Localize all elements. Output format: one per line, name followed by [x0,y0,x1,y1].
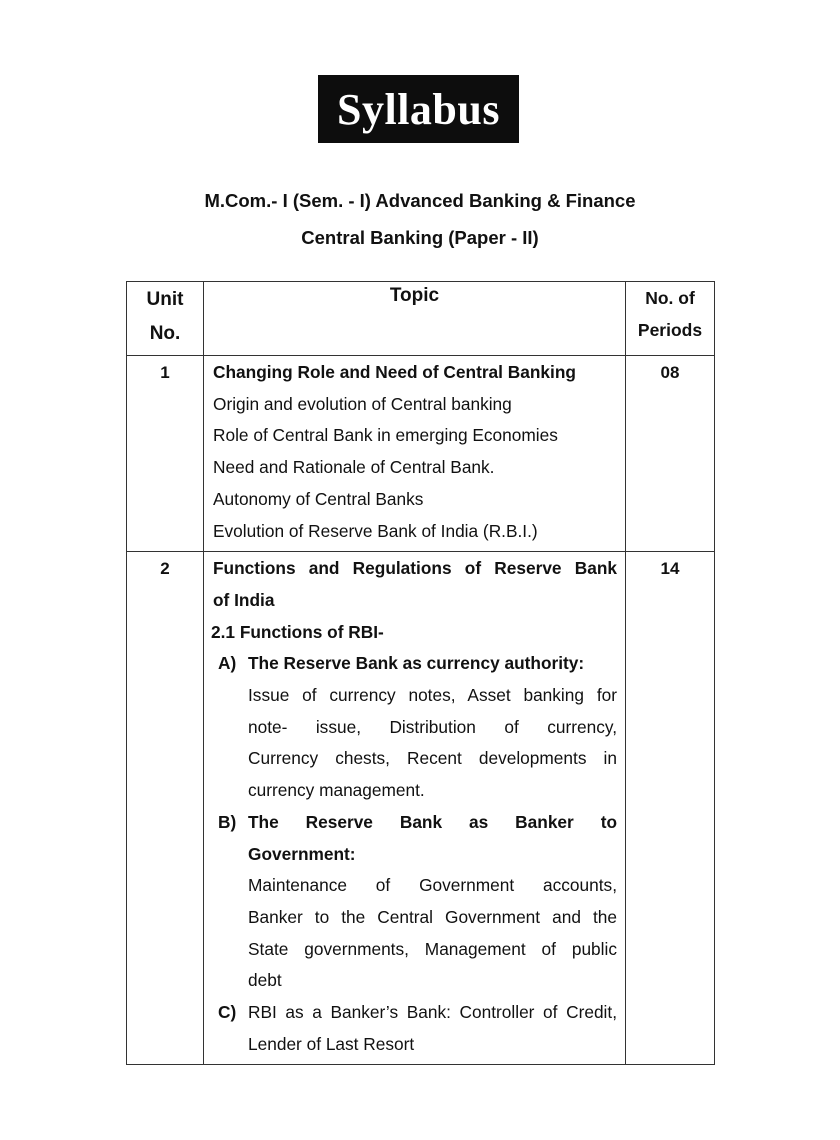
column-header-topic [204,282,626,356]
syllabus-table [126,281,715,1065]
subsection-text: Lender of Last Resort [248,1033,415,1054]
topic-point: Origin and evolution of Central banking [213,393,512,414]
header-topic-label: Topic [389,285,440,306]
header-periods-line2: Periods [637,320,703,340]
periods-count: 08 [626,356,715,552]
table-header-row [127,282,715,356]
item-marker: A) [218,653,237,674]
topic-point: Autonomy of Central Banks [213,488,424,509]
subsection-text: note- issue, Distribution of currency, [248,716,617,737]
subsection-text: Issue of currency notes, Asset banking for [248,685,617,706]
paper-title: Central Banking (Paper - II) [301,227,539,248]
subsection-text: RBI as a Banker’s Bank: Controller of Credit, [248,1002,617,1023]
unit-topic [204,552,626,1065]
subsection-text: Maintenance of Government accounts, [248,875,617,896]
unit-number: 2 [127,552,204,1065]
item-marker: B) [218,811,237,832]
topic-point: Role of Central Bank in emerging Economies [213,425,558,446]
header-periods-line1: No. of [645,288,695,308]
header-unit-line1: Unit [146,289,184,310]
periods-count: 14 [626,552,715,1065]
item-marker: C) [218,1002,237,1023]
unit-heading-line1: Functions and Regulations of Reserve Bank [213,558,617,579]
subsection-text: Banker to the Central Government and the [248,906,617,927]
column-header-periods [626,282,715,356]
column-header-unit [127,282,204,356]
subsection-text: Currency chests, Recent developments in [248,748,617,769]
table-row [127,356,715,552]
unit-topic [204,356,626,552]
unit-heading-line2: of India [213,589,275,610]
course-title: M.Com.- I (Sem. - I) Advanced Banking & Finance [204,190,636,211]
subsection-title-line2: Government: [248,843,356,864]
subsection-text: State governments, Management of public [248,938,617,959]
subsection-a [213,648,617,807]
unit-heading: Changing Role and Need of Central Banking [213,362,576,382]
subsection-title-line1: The Reserve Bank as Banker to [248,811,617,832]
subsection-title: The Reserve Bank as currency authority: [248,653,585,674]
unit-number: 1 [127,356,204,552]
topic-point: Evolution of Reserve Bank of India (R.B.I.) [213,520,538,541]
section-heading: 2.1 Functions of RBI- [211,621,384,642]
subsection-text: currency management. [248,780,425,801]
syllabus-title-badge [318,75,519,143]
syllabus-title: Syllabus [337,84,500,134]
subsection-text: debt [248,970,282,991]
table-row [127,552,715,1065]
subsection-c [213,997,617,1060]
topic-point: Need and Rationale of Central Bank. [213,457,495,478]
header-unit-line2: No. [149,323,181,344]
subsection-b [213,807,617,997]
